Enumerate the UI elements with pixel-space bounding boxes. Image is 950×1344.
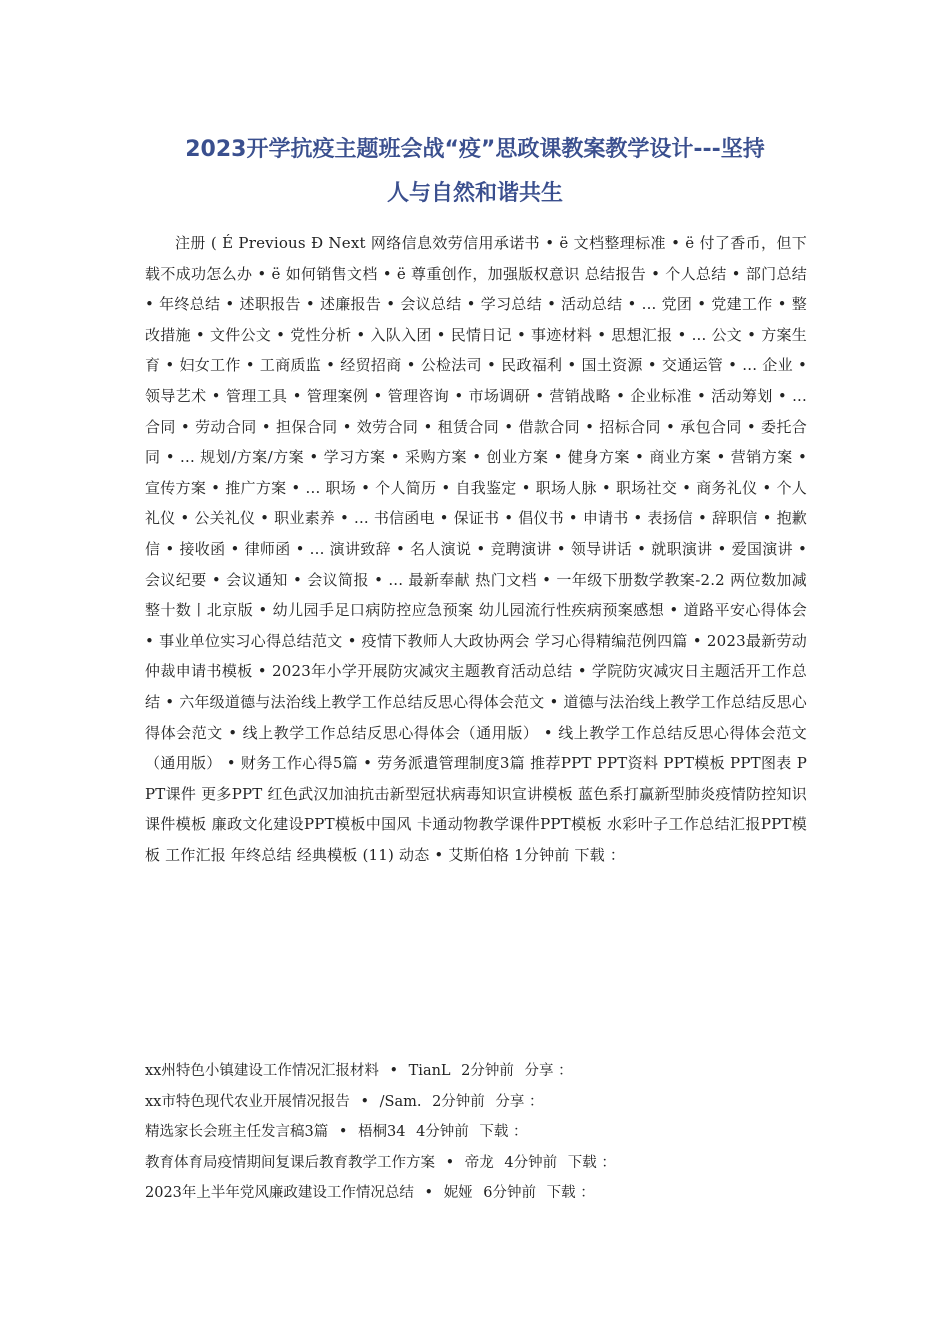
recent-item-user: TianL [408, 1063, 451, 1079]
recent-item-time: 2分钟前 [461, 1063, 514, 1079]
list-item [145, 1056, 807, 1087]
body-paragraph: 注册 ( É Previous Ð Next 网络信息效劳信用承诺书 • ë 文档整理标准 • ë 付了香币，但下载不成功怎么办 • ë 如何销售文档 • ë 尊重创作，加强版权意识 总结报告 • 个人总结 • 部门总结 • 年终总结 • 述职报告 • 述廉报告 • 会议总结 • 学习总结 • 活动总结 • ... 党团 • 党建工作 • 整改措施 • 文件公文 • 党性分析 • 入队入团 • 民情日记 • 事迹材料 • 思想汇报 • ... 公文 • 方案生育 • 妇女工作 • 工商质监 • 经贸招商 • 公检法司 • 民政福利 • 国土资源 • 交通运管 • ... 企业 • 领导艺术 • 管理工具 • 管理案例 • 管理咨询 • 市场调研 • 营销战略 • 企业标准 • 活动筹划 • ... 合同 • 劳动合同 • 担保合同 • 效劳合同 • 租赁合同 • 借款合同 • 招标合同 • 承包合同 • 委托合同 • ... 规划/方案/方案 • 学习方案 • 采购方案 • 创业方案 • 健身方案 • 商业方案 • 营销方案 • 宣传方案 • 推广方案 • ... 职场 • 个人简历 • 自我鉴定 • 职场人脉 • 职场社交 • 商务礼仪 • 个人礼仪 • 公关礼仪 • 职业素养 • ... 书信函电 • 保证书 • 倡仪书 • 申请书 • 表扬信 • 辞职信 • 抱歉信 • 接收函 • 律师函 • ... 演讲致辞 • 名人演说 • 竞聘演讲 • 领导讲话 • 就职演讲 • 爱国演讲 • 会议纪要 • 会议通知 • 会议简报 • ... 最新奉献 热门文档 • 一年级下册数学教案-2.2 两位数加减整十数丨北京版 • 幼儿园手足口病防控应急预案 幼儿园流行性疾病预案感想 • 道路平安心得体会 • 事业单位实习心得总结范文 • 疫情下教师人大政协两会 学习心得精编范例四篇 • 2023最新劳动仲裁申请书模板 • 2023年小学开展防灾减灾主题教育活动总结 • 学院防灾减灾日主题活开工作总结 • 六年级道德与法治线上教学工作总结反思心得体会范文 • 道德与法治线上教学工作总结反思心得体会范文 • 线上教学工作总结反思心得体会（通用版） • 线上教学工作总结反思心得体会范文（通用版） • 财务工作心得5篇 • 劳务派遣管理制度3篇 推荐PPT PPT资料 PPT模板 PPT图表 PPT课件 更多PPT 红色武汉加油抗击新型冠状病毒知识宣讲模板 蓝色系打赢新型肺炎疫情防控知识课件模板 廉政文化建设PPT模板中国风 卡通动物教学课件PPT模板 水彩叶子工作总结汇报PPT模板 工作汇报 年终总结 经典模板 (11) 动态 • 艾斯伯格 1分钟前 下载 ： [145, 234, 807, 864]
recent-item-user: 帝龙 [464, 1154, 494, 1171]
list-item [145, 1087, 807, 1118]
recent-activity-list [145, 1056, 807, 1209]
document-title-line-1: 2023开学抗疫主题班会战“疫”思政课教案教学设计---坚持 [185, 137, 765, 162]
recent-item-user: /Sam. [379, 1093, 422, 1110]
recent-item-time: 4分钟前 [416, 1124, 469, 1141]
recent-item-time: 2分钟前 [432, 1093, 485, 1110]
separator: • [389, 1063, 399, 1079]
recent-item-time: 6分钟前 [483, 1185, 537, 1202]
recent-item-time: 4分钟前 [504, 1154, 558, 1171]
separator: • [424, 1185, 434, 1202]
recent-item-title[interactable]: 2023年上半年党风廉政建设工作情况总结 [145, 1185, 414, 1202]
recent-item-action: 分享 ： [495, 1093, 544, 1110]
list-item [145, 1148, 807, 1179]
recent-item-title[interactable]: xx市特色现代农业开展情况报告 [145, 1093, 350, 1110]
separator: • [338, 1124, 348, 1141]
recent-item-title[interactable]: xx州特色小镇建设工作情况汇报材料 [145, 1063, 379, 1079]
recent-item-action: 下载 ： [546, 1185, 595, 1202]
list-item [145, 1117, 807, 1148]
separator: • [445, 1154, 455, 1171]
recent-item-user: 梧桐34 [358, 1124, 406, 1141]
list-item [145, 1178, 807, 1209]
separator: • [360, 1093, 370, 1110]
recent-item-action: 下载 ： [479, 1124, 528, 1141]
recent-item-action: 下载 ： [567, 1154, 616, 1171]
recent-item-action: 分享 ： [524, 1063, 573, 1079]
document-title-line-2: 人与自然和谐共生 [386, 181, 563, 206]
recent-item-user: 妮娅 [443, 1185, 473, 1202]
recent-item-title[interactable]: 精选家长会班主任发言稿3篇 [145, 1124, 329, 1141]
recent-item-title[interactable]: 教育体育局疫情期间复课后教育教学工作方案 [145, 1154, 435, 1171]
